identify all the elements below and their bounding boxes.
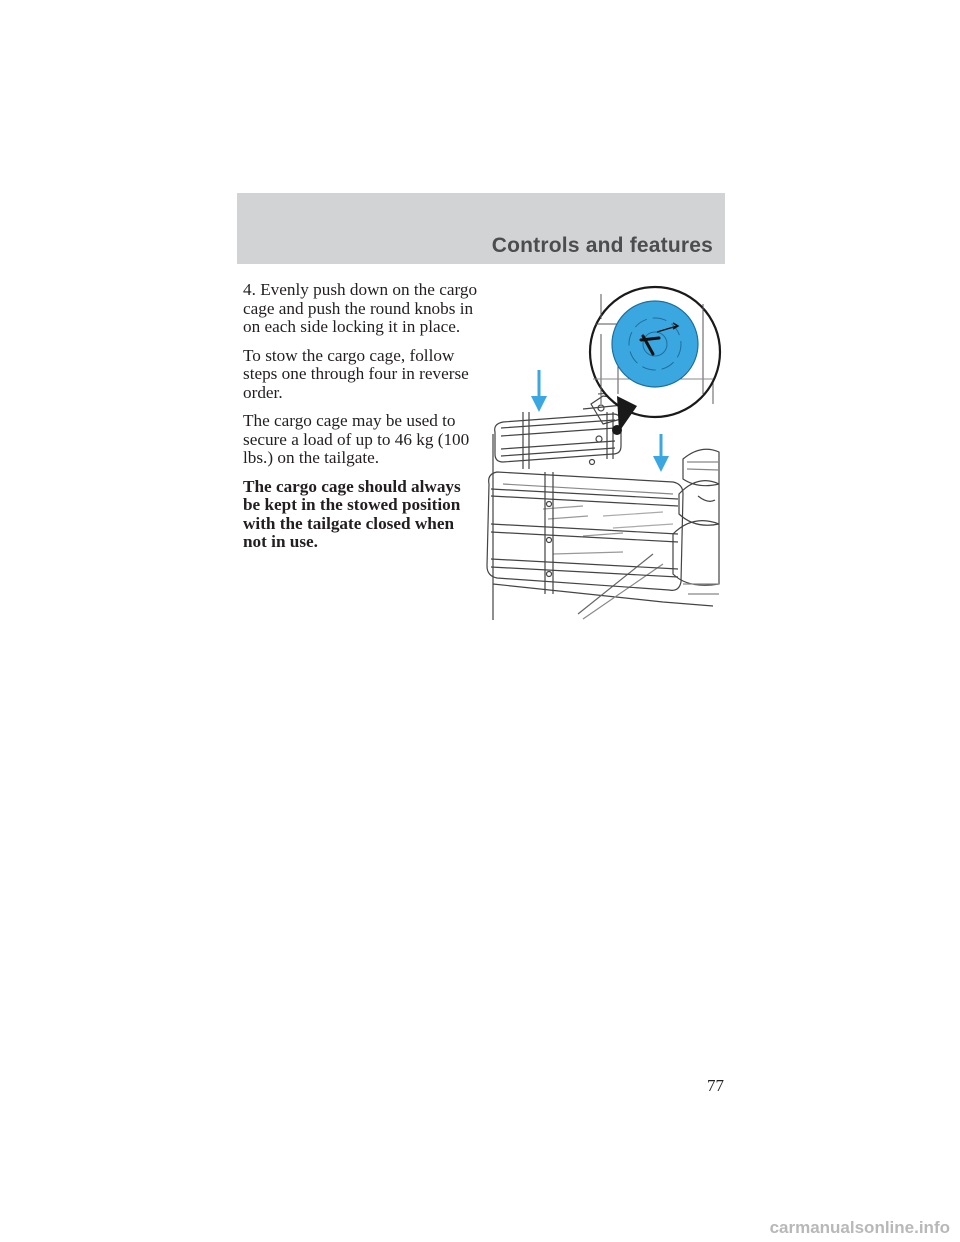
paragraph-load: The cargo cage may be used to secure a load of up to 46 kg (100 lbs.) on the tailgate. (243, 411, 470, 467)
body-text (243, 281, 479, 562)
page-number: 77 (707, 1076, 724, 1095)
lock-knob-detail (590, 287, 720, 435)
paragraph-step-4: 4. Evenly push down on the cargo cage and push the round knobs in on each side locking it in place. (243, 280, 478, 336)
paragraph-stow: To stow the cargo cage, follow steps one through four in reverse order. (243, 345, 469, 402)
warning-paragraph: The cargo cage should always be kept in the stowed position with the tailgate closed when not in use. (243, 476, 461, 551)
push-down-arrow-right (653, 434, 669, 472)
cargo-cage-illustration (483, 284, 723, 624)
watermark-text: carmanualsonline.info (769, 1218, 950, 1237)
cargo-cage-drawing (483, 284, 723, 624)
push-down-arrow-left (531, 370, 547, 412)
section-title: Controls and features (491, 234, 713, 257)
section-header-band (237, 193, 725, 264)
